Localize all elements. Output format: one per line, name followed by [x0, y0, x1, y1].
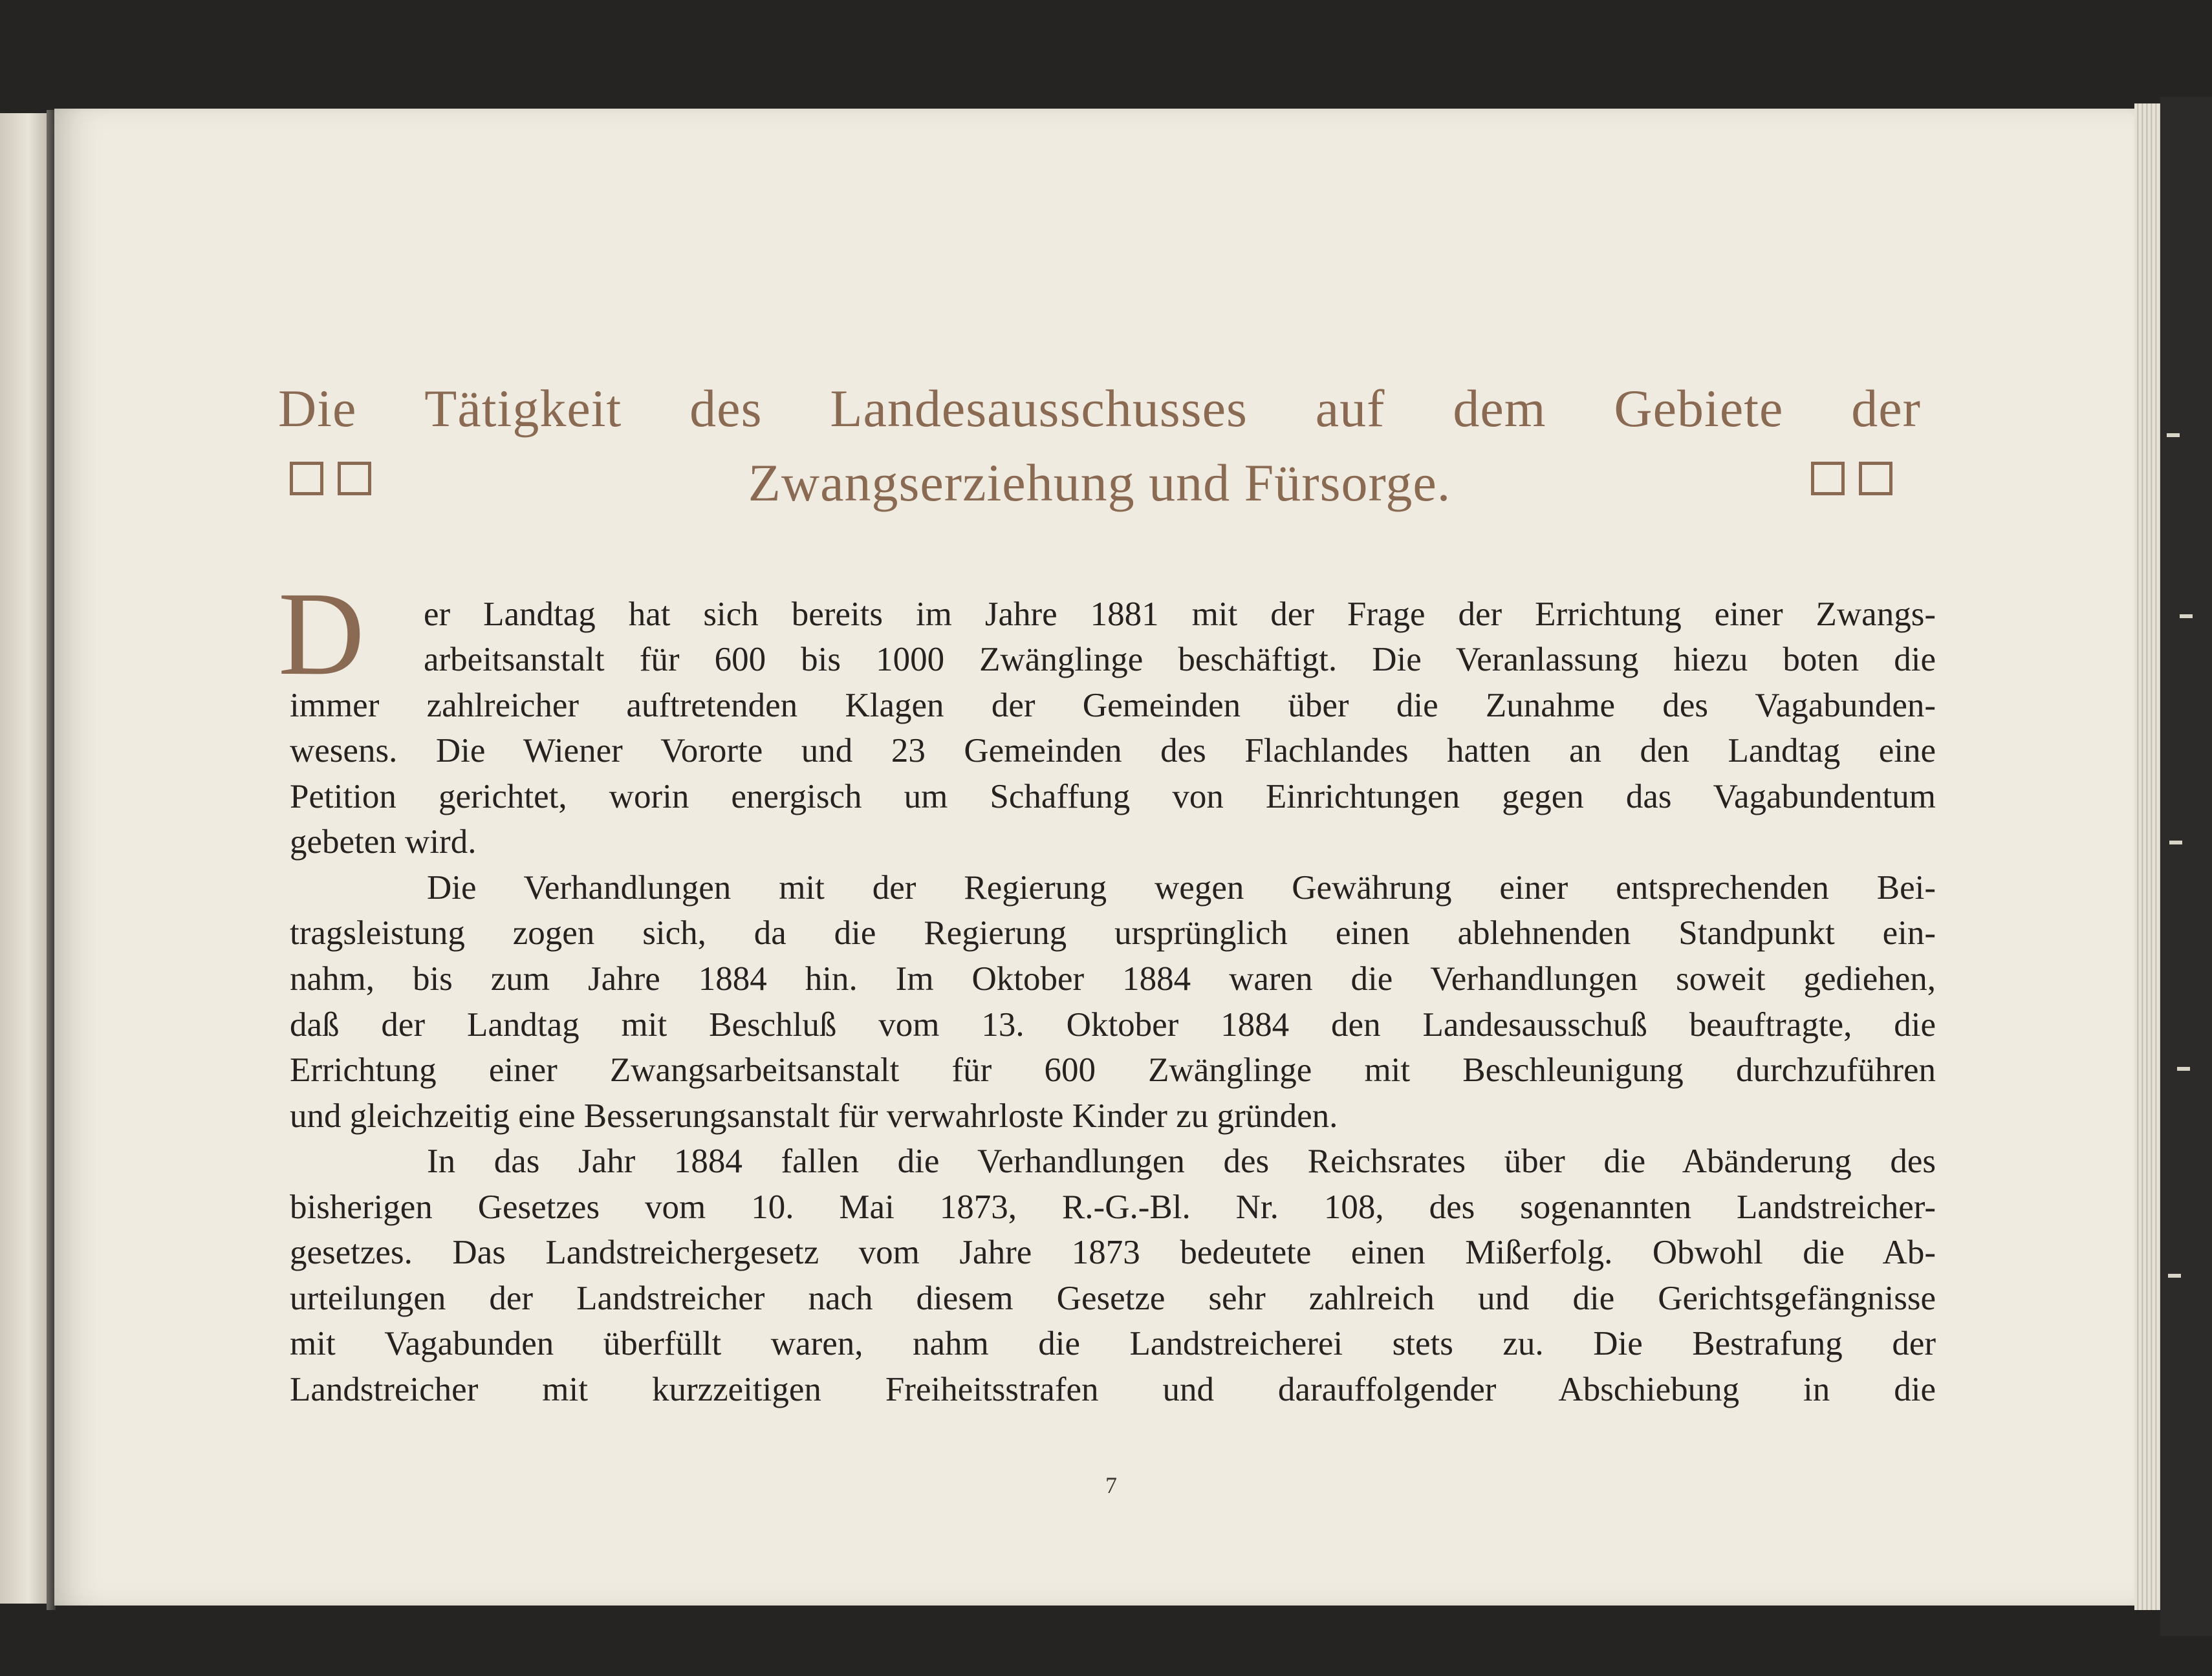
text-line: mit Vagabunden überfüllt waren, nahm die Landstreicherei stets zu. Die Bestrafung der — [290, 1325, 1936, 1362]
board-wear-mark — [2169, 841, 2182, 844]
page-number: 7 — [1105, 1472, 1117, 1498]
board-wear-mark — [2167, 433, 2180, 437]
title-word: Tätigkeit — [424, 379, 622, 438]
text-line: gebeten wird. — [290, 823, 477, 861]
title-subtitle: Zwangserziehung und Fürsorge. — [748, 453, 1451, 512]
page-stack-edge — [2134, 103, 2160, 1610]
text-line: wesens. Die Wiener Vororte und 23 Gemeinden des Flachlandes hatten an den Landtag eine — [290, 732, 1936, 769]
text-line: gesetzes. Das Landstreichergesetz vom Jahre 1873 bedeutete einen Mißerfolg. Obwohl die Ab- — [290, 1234, 1936, 1271]
title-line-1 — [278, 378, 1921, 439]
text-line: daß der Landtag mit Beschluß vom 13. Oktober 1884 den Landesausschuß beauftragte, die — [290, 1006, 1936, 1044]
title-word: der — [1851, 379, 1921, 438]
text-line: nahm, bis zum Jahre 1884 hin. Im Oktober 1884 waren die Verhandlungen soweit gediehen, — [290, 960, 1936, 998]
title-word: auf — [1315, 379, 1385, 438]
book-cover-edge — [2160, 97, 2212, 1636]
text-line: arbeitsanstalt für 600 bis 1000 Zwänglinge beschäftigt. Die Veranlassung hiezu boten die — [424, 641, 1936, 678]
title-word: Die — [278, 379, 357, 438]
text-line: immer zahlreicher auftretenden Klagen der Gemeinden über die Zunahme des Vagabunden- — [290, 687, 1936, 724]
drop-cap: D — [278, 568, 365, 700]
ornament-boxes-right — [1811, 462, 1892, 495]
board-wear-mark — [2180, 614, 2193, 618]
text-line: er Landtag hat sich bereits im Jahre 1881 mit der Frage der Errichtung einer Zwangs- — [424, 596, 1936, 633]
text-line: Landstreicher mit kurzzeitigen Freiheitsstrafen und darauffolgender Abschiebung in die — [290, 1371, 1936, 1408]
title-line-2 — [278, 453, 1921, 517]
text-line: Petition gerichtet, worin energisch um Schaffung von Einrichtungen gegen das Vagabundentum — [290, 778, 1936, 815]
title-word: des — [689, 379, 763, 438]
text-line: urteilungen der Landstreicher nach diesem Gesetze sehr zahlreich und die Gerichtsgefängnisse — [290, 1280, 1936, 1317]
title-word: Gebiete — [1614, 379, 1784, 438]
text-line: tragsleistung zogen sich, da die Regierung ursprünglich einen ablehnenden Standpunkt ein- — [290, 914, 1936, 952]
left-page-edge — [0, 113, 52, 1604]
text-line: Die Verhandlungen mit der Regierung wegen Gewährung einer entsprechenden Bei- — [427, 869, 1936, 907]
text-line: In das Jahr 1884 fallen die Verhandlungen des Reichsrates über die Abänderung des — [427, 1143, 1936, 1180]
ornament-box-icon — [1859, 462, 1892, 495]
title-word: Landesausschusses — [830, 379, 1248, 438]
board-wear-mark — [2177, 1067, 2190, 1071]
ornament-box-icon — [1811, 462, 1845, 495]
board-wear-mark — [2168, 1274, 2181, 1278]
text-line: Errichtung einer Zwangsarbeitsanstalt für 600 Zwänglinge mit Beschleunigung durchzuführen — [290, 1051, 1936, 1089]
text-line: bisherigen Gesetzes vom 10. Mai 1873, R.-G.-Bl. Nr. 108, des sogenannten Landstreicher- — [290, 1188, 1936, 1226]
title-word: dem — [1453, 379, 1546, 438]
text-line: und gleichzeitig eine Besserungsanstalt für verwahrloste Kinder zu gründen. — [290, 1097, 1338, 1135]
